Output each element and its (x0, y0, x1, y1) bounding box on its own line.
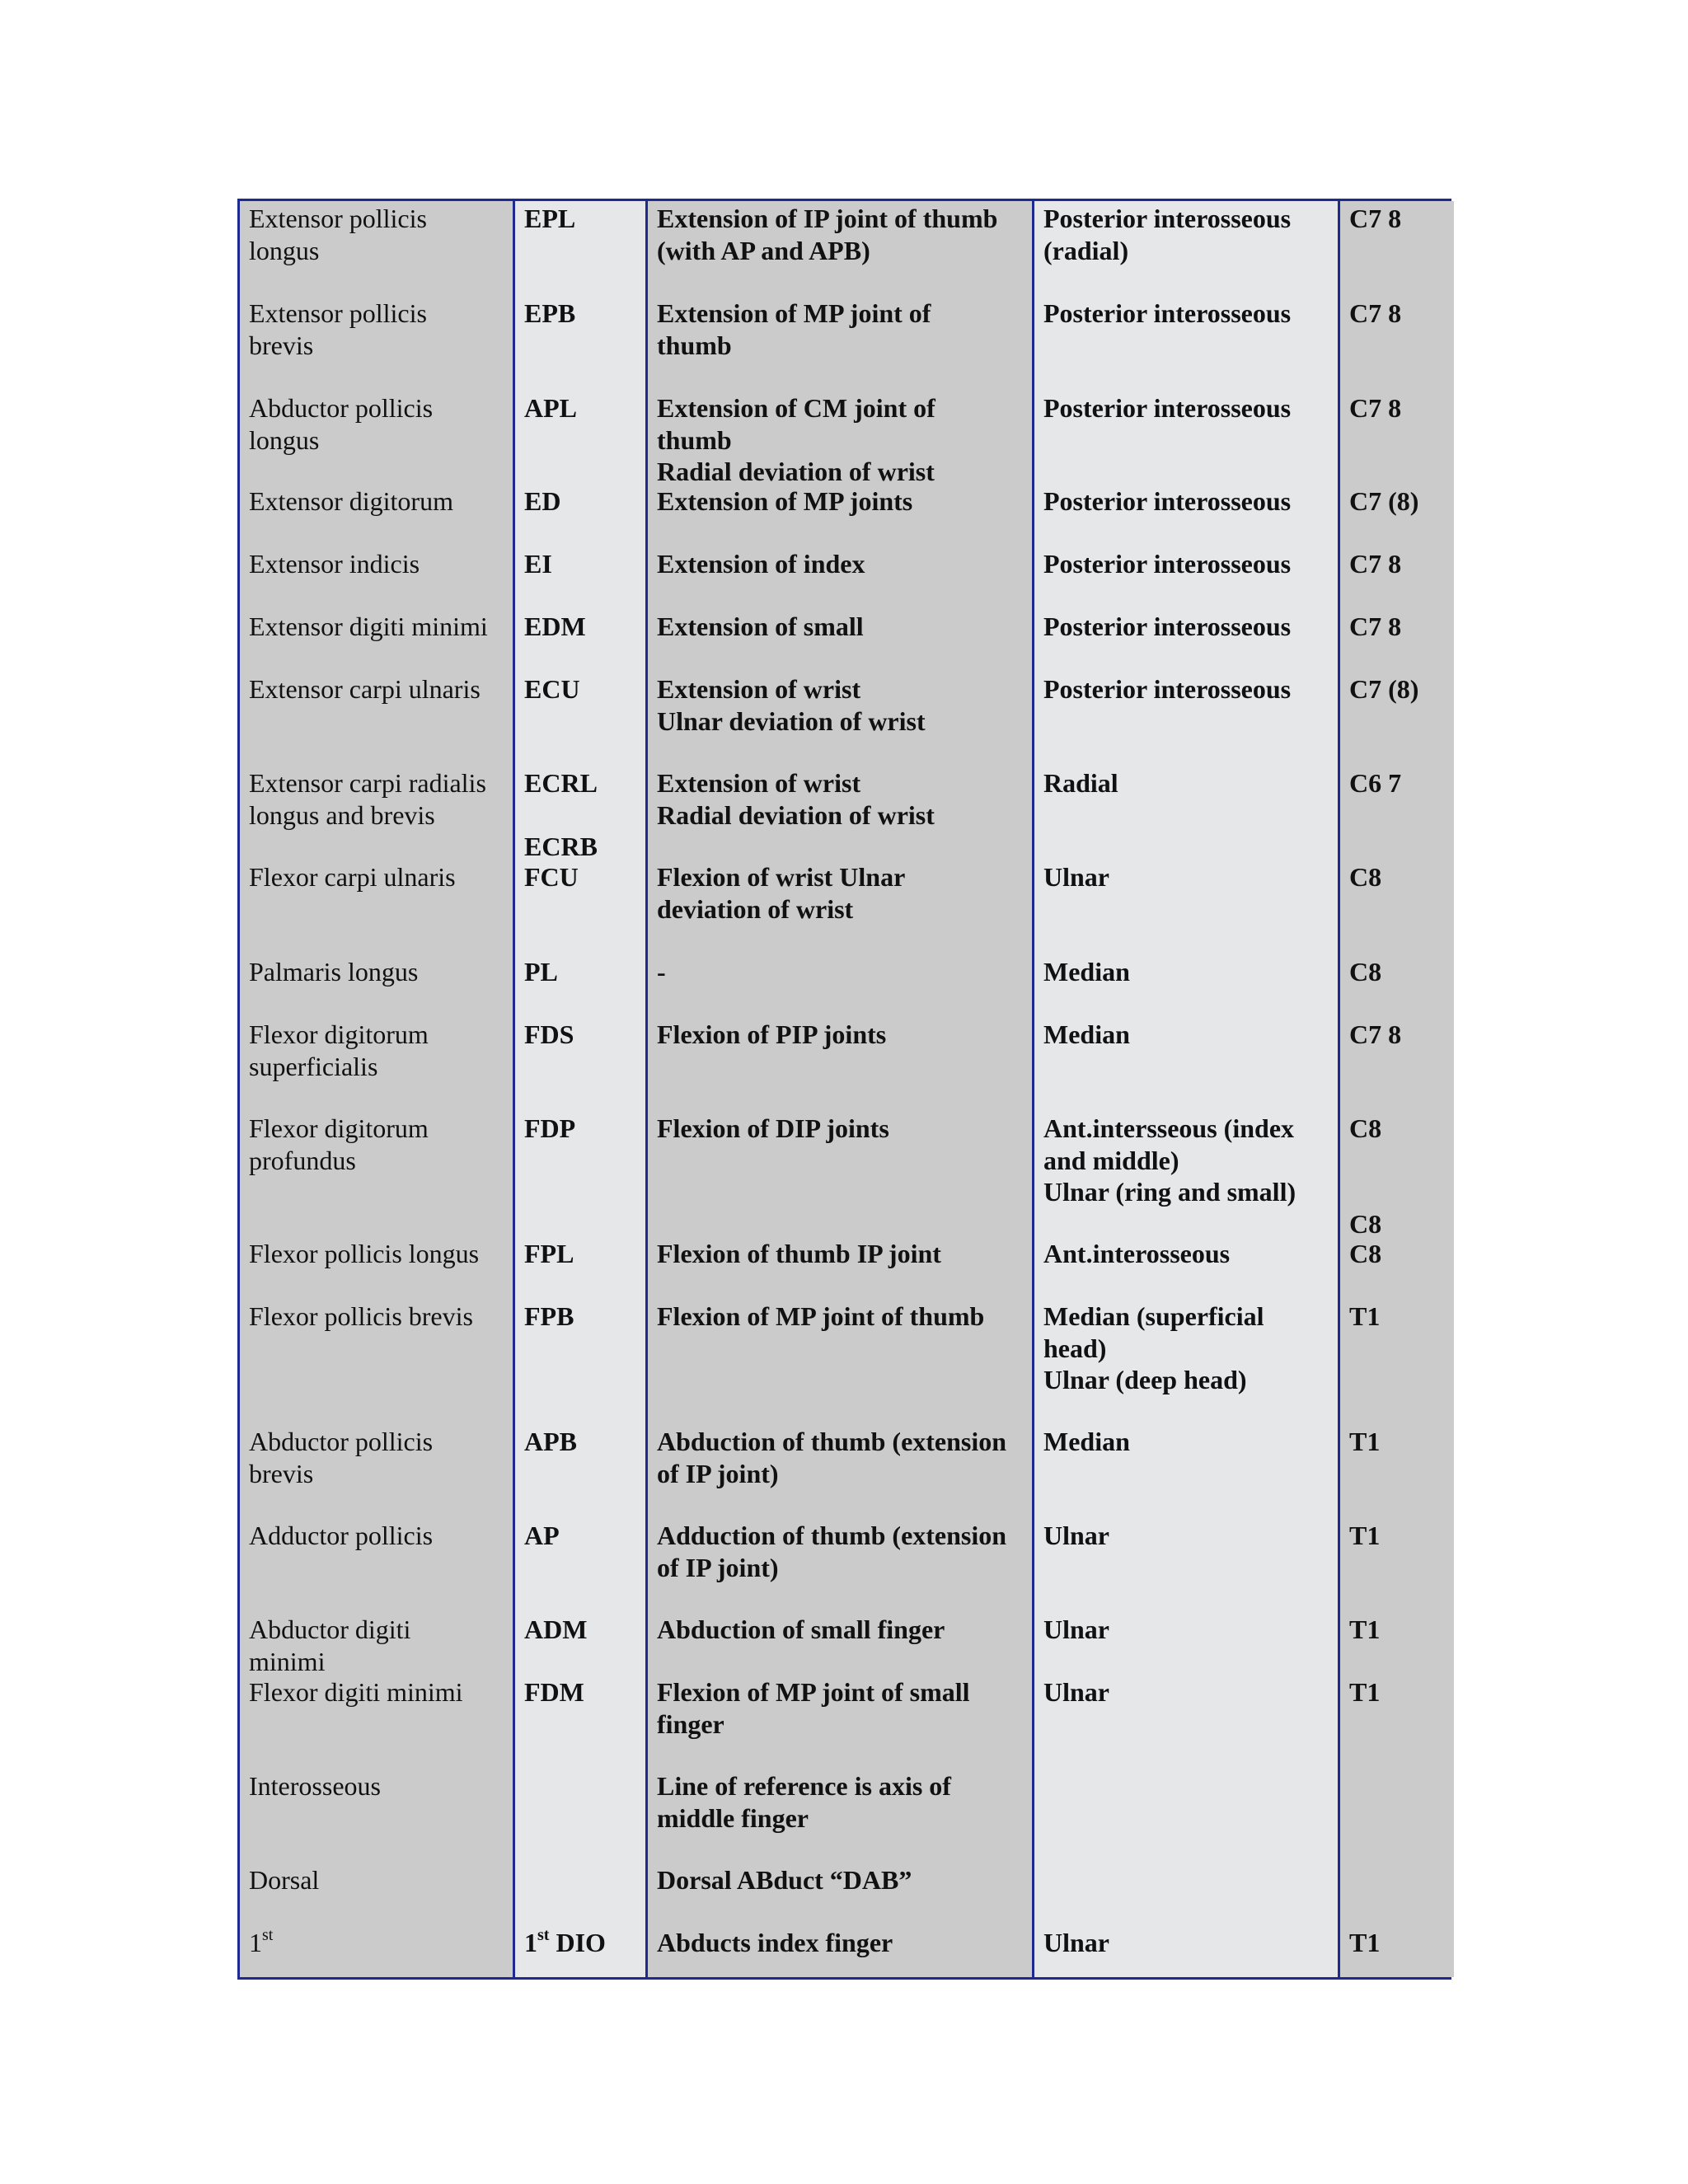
muscle-name-cell: Dorsal (249, 1865, 320, 1895)
action-cell: Flexion of DIP joints (657, 1113, 889, 1143)
nerve-cell: Radial (1043, 768, 1118, 798)
ordinal-superscript: st (262, 1926, 274, 1944)
nerve-cell: Median (superficial head) Ulnar (deep head) (1043, 1301, 1264, 1394)
nerve-cell: Posterior interosseous (1043, 549, 1292, 579)
root-cell: C8 C8 (1349, 1113, 1382, 1239)
nerve-cell: Ant.intersseous (index and middle) Ulnar (ring and small) (1043, 1113, 1296, 1207)
root-cell: T1 (1349, 1928, 1381, 1957)
root-cell: C7 8 (1349, 549, 1402, 579)
root-cell: C7 (8) (1349, 674, 1419, 704)
muscle-name-cell: Flexor carpi ulnaris (249, 862, 456, 892)
muscle-name-cell: Extensor carpi radialis longus and brevis (249, 768, 486, 830)
nerve-cell: Posterior interosseous (1043, 486, 1292, 516)
nerve-cell: Ant.interosseous (1043, 1239, 1231, 1268)
abbreviation-cell: EPL (524, 204, 576, 233)
root-cell: C7 8 (1349, 298, 1402, 328)
action-cell: Extension of wrist Ulnar deviation of wrist (657, 674, 926, 736)
muscle-name-cell: Abductor pollicis brevis (249, 1427, 434, 1488)
action-cell: Abduction of small finger (657, 1615, 945, 1644)
action-cell: Flexion of PIP joints (657, 1019, 887, 1049)
muscle-name-cell: Abductor digiti minimi (249, 1615, 411, 1676)
root-cell: C6 7 (1349, 768, 1402, 798)
nerve-cell: Posterior interosseous (1043, 674, 1292, 704)
nerve-cell: Posterior interosseous (radial) (1043, 204, 1292, 265)
nerve-cell: Posterior interosseous (1043, 393, 1292, 423)
action-cell: Extension of IP joint of thumb (with AP and APB) (657, 204, 998, 265)
muscle-name-cell: Extensor pollicis longus (249, 204, 427, 265)
abbreviation-cell: EI (524, 549, 552, 579)
action-cell: Dorsal ABduct “DAB” (657, 1865, 912, 1895)
root-column (1338, 201, 1454, 1977)
action-cell: Abducts index finger (657, 1928, 893, 1957)
nerve-cell: Ulnar (1043, 1677, 1109, 1707)
root-cell: T1 (1349, 1521, 1381, 1550)
action-cell: Extension of CM joint of thumb Radial deviation of wrist (657, 393, 935, 486)
muscle-name-cell: Extensor digitorum (249, 486, 453, 516)
nerve-cell: Median (1043, 957, 1130, 987)
root-cell: C8 (1349, 862, 1382, 892)
root-cell: C8 (1349, 1239, 1382, 1268)
abbreviation-number: 1 (524, 1928, 537, 1957)
abbreviation-cell: FPL (524, 1239, 574, 1268)
nerve-cell: Median (1043, 1019, 1130, 1049)
root-cell: C7 8 (1349, 612, 1402, 641)
muscle-name-cell: Flexor pollicis brevis (249, 1301, 473, 1331)
root-cell: T1 (1349, 1301, 1381, 1331)
action-cell: Flexion of thumb IP joint (657, 1239, 941, 1268)
root-cell: T1 (1349, 1615, 1381, 1644)
nerve-cell: Ulnar (1043, 1521, 1109, 1550)
abbreviation-cell: PL (524, 957, 558, 987)
muscle-name-cell: Extensor carpi ulnaris (249, 674, 481, 704)
action-cell: Adduction of thumb (extension of IP joint) (657, 1521, 1007, 1582)
abbreviation-cell: ED (524, 486, 561, 516)
abbreviation-cell (515, 1927, 645, 1959)
root-cell: C7 (8) (1349, 486, 1419, 516)
muscle-name-cell: Flexor pollicis longus (249, 1239, 480, 1268)
action-cell: Flexion of MP joint of small finger (657, 1677, 970, 1739)
abbreviation-cell: EPB (524, 298, 576, 328)
root-cell: C7 8 (1349, 204, 1402, 233)
muscle-name-cell: Flexor digitorum profundus (249, 1113, 429, 1175)
abbreviation-cell: ADM (524, 1615, 588, 1644)
abbreviation-cell: AP (524, 1521, 560, 1550)
root-cell: T1 (1349, 1427, 1381, 1456)
abbreviation-cell: FPB (524, 1301, 574, 1331)
muscle-name-cell: Flexor digitorum superficialis (249, 1019, 429, 1081)
abbreviation-cell: EDM (524, 612, 586, 641)
muscle-name-cell: 1st (249, 1926, 274, 1957)
muscle-name-cell: Extensor pollicis brevis (249, 298, 427, 360)
root-cell: C8 (1349, 957, 1382, 987)
ordinal-superscript: st (537, 1926, 550, 1944)
action-cell: - (657, 957, 666, 987)
abbreviation-cell: ECU (524, 674, 580, 704)
action-cell: Line of reference is axis of middle finger (657, 1771, 951, 1833)
abbreviation-cell: ECRL ECRB (524, 768, 598, 861)
action-column (645, 201, 1032, 1977)
action-cell: Extension of wrist Radial deviation of wrist (657, 768, 935, 830)
muscle-name-column (240, 201, 513, 1977)
muscle-name-cell: Interosseous (249, 1771, 381, 1801)
action-cell: Extension of MP joints (657, 486, 913, 516)
nerve-cell: Ulnar (1043, 862, 1109, 892)
nerve-cell: Ulnar (1043, 1928, 1109, 1957)
nerve-cell: Posterior interosseous (1043, 612, 1292, 641)
nerve-cell: Posterior interosseous (1043, 298, 1292, 328)
action-cell: Extension of MP joint of thumb (657, 298, 931, 360)
root-cell: T1 (1349, 1677, 1381, 1707)
root-cell: C7 8 (1349, 1019, 1402, 1049)
action-cell: Flexion of MP joint of thumb (657, 1301, 985, 1331)
action-cell: Abduction of thumb (extension of IP joint) (657, 1427, 1007, 1488)
root-cell: C7 8 (1349, 393, 1402, 423)
muscle-table (237, 199, 1451, 1980)
muscle-name-cell: Palmaris longus (249, 957, 419, 987)
abbreviation-cell: FDM (524, 1677, 584, 1707)
abbreviation-column (513, 201, 645, 1977)
muscle-name-cell: Extensor digiti minimi (249, 612, 488, 641)
abbreviation-cell: FDS (524, 1019, 574, 1049)
action-cell: Extension of small (657, 612, 864, 641)
abbreviation-cell: APB (524, 1427, 577, 1456)
abbreviation-cell: FDP (524, 1113, 576, 1143)
muscle-name-cell: Abductor pollicis longus (249, 393, 434, 455)
abbreviation-suffix: DIO (549, 1928, 606, 1957)
muscle-name-cell: Adductor pollicis (249, 1521, 434, 1550)
muscle-name-cell: Extensor indicis (249, 549, 420, 579)
nerve-cell: Ulnar (1043, 1615, 1109, 1644)
abbreviation-cell: APL (524, 393, 577, 423)
action-cell: Flexion of wrist Ulnar deviation of wrist (657, 862, 906, 924)
nerve-cell: Median (1043, 1427, 1130, 1456)
muscle-name-cell: Flexor digiti minimi (249, 1677, 463, 1707)
action-cell: Extension of index (657, 549, 865, 579)
abbreviation-cell: FCU (524, 862, 579, 892)
nerve-column (1032, 201, 1338, 1977)
